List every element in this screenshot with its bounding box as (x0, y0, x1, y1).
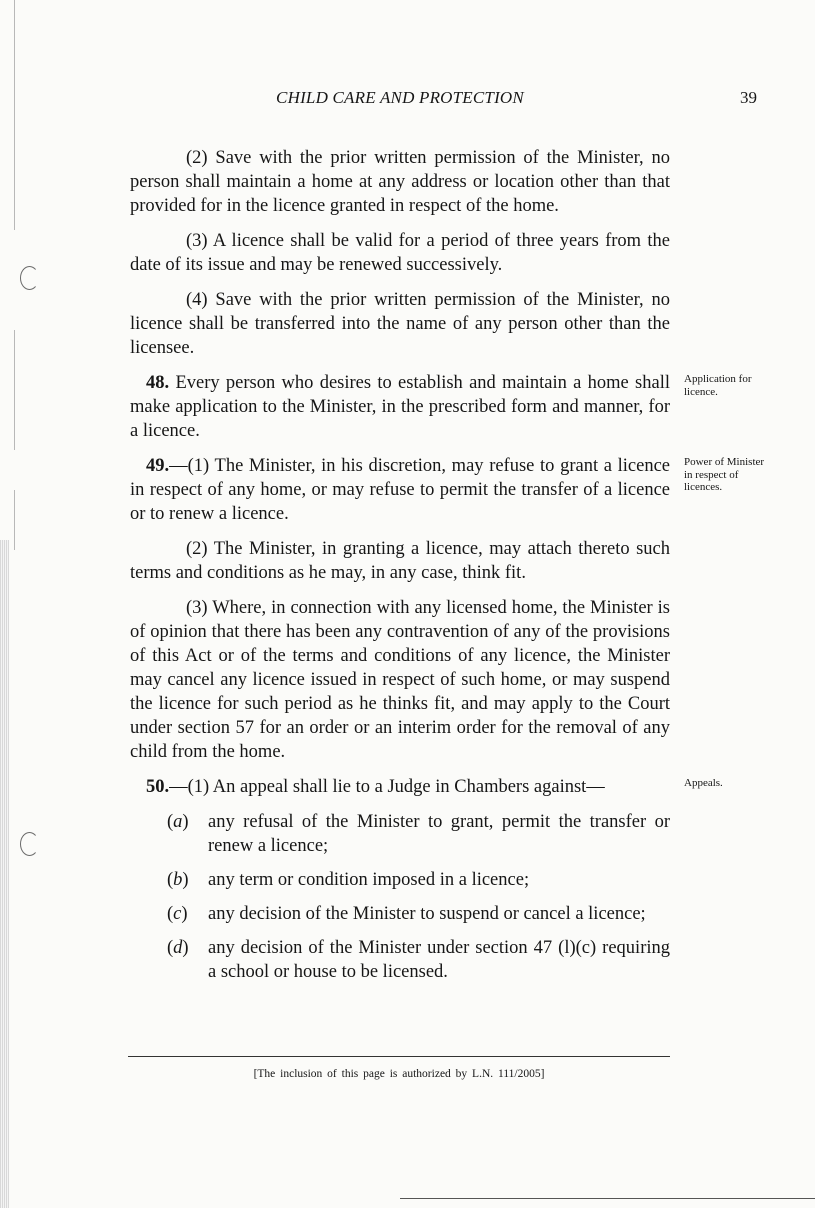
page-edge-line (400, 1198, 815, 1199)
item-text: any term or condition imposed in a licence; (208, 870, 530, 890)
item-label: c (173, 904, 182, 924)
subsection-47-3: (3) A licence shall be valid for a period of three years from the date of its issue and may be renewed successively. (130, 231, 670, 275)
section-48 (130, 371, 752, 443)
item-label: b (173, 870, 183, 890)
margin-note: Application for licence. (684, 373, 752, 398)
subsection-49-2: (2) The Minister, in granting a licence, may attach thereto such terms and conditions as he may, in any case, think fit. (130, 539, 670, 583)
section-text: Every person who desires to establish and maintain a home shall make application to the Minister, in the prescribed form and manner, for a licence. (130, 373, 671, 441)
item-label: a (173, 812, 183, 832)
section-number: 48. (146, 373, 170, 393)
binding-edge (0, 540, 9, 1208)
item-text: any refusal of the Minister to grant, permit the transfer or renew a licence; (208, 812, 670, 856)
section-text: —(1) The Minister, in his discretion, may refuse to grant a licence in respect of any home, or may refuse to permit the transfer of a licence or to renew a licence. (130, 456, 670, 524)
list-item: (b) any term or condition imposed in a licence; (167, 868, 670, 892)
subsection-47-4: (4) Save with the prior written permission of the Minister, no licence shall be transferred into the name of any person other than the licensee. (130, 290, 670, 358)
item-text: any decision of the Minister under section 47 (l)(c) requiring a school or house to be licensed. (208, 938, 670, 982)
section-49 (130, 454, 765, 526)
section-50 (130, 775, 723, 799)
footer-divider (128, 1056, 670, 1057)
subsection-49-3: (3) Where, in connection with any licensed home, the Minister is of opinion that there has been any contravention of any of the provisions of this Act or of the terms and conditions of any licence, the Minister may cancel any licence issued in respect of such home, or may suspend the licence for such period as he thinks fit, and may apply to the Court under section 57 for an order or an interim order for the removal of any child from the home. (130, 598, 670, 762)
margin-line (14, 490, 15, 550)
running-title: CHILD CARE AND PROTECTION (276, 88, 524, 107)
margin-note: Appeals. (684, 777, 723, 789)
punch-hole-icon (20, 832, 39, 856)
margin-line (14, 0, 15, 230)
list-item: (a) any refusal of the Minister to grant, permit the transfer or renew a licence; (167, 812, 670, 856)
item-text: any decision of the Minister to suspend or cancel a licence; (208, 904, 646, 924)
margin-note: Power of Minister in respect of licences. (684, 456, 765, 493)
page-number: 39 (740, 88, 757, 107)
section-text: —(1) An appeal shall lie to a Judge in Chambers against— (169, 777, 605, 797)
section-number: 49. (146, 456, 170, 476)
list-item: (c) any decision of the Minister to suspend or cancel a licence; (167, 902, 670, 926)
page-header (0, 88, 815, 110)
item-label: d (173, 938, 183, 958)
list-item: (d) any decision of the Minister under section 47 (l)(c) requiring a school or house to be licensed. (167, 938, 670, 982)
page-body (130, 146, 765, 994)
margin-line (14, 330, 15, 450)
subsection-47-2: (2) Save with the prior written permission of the Minister, no person shall maintain a home at any address or location other than that provided for in the licence granted in respect of the home. (130, 148, 670, 216)
section-number: 50. (146, 777, 170, 797)
punch-hole-icon (20, 266, 39, 290)
footer-note: [The inclusion of this page is authorized by L.N. 111/2005] (253, 1068, 545, 1080)
